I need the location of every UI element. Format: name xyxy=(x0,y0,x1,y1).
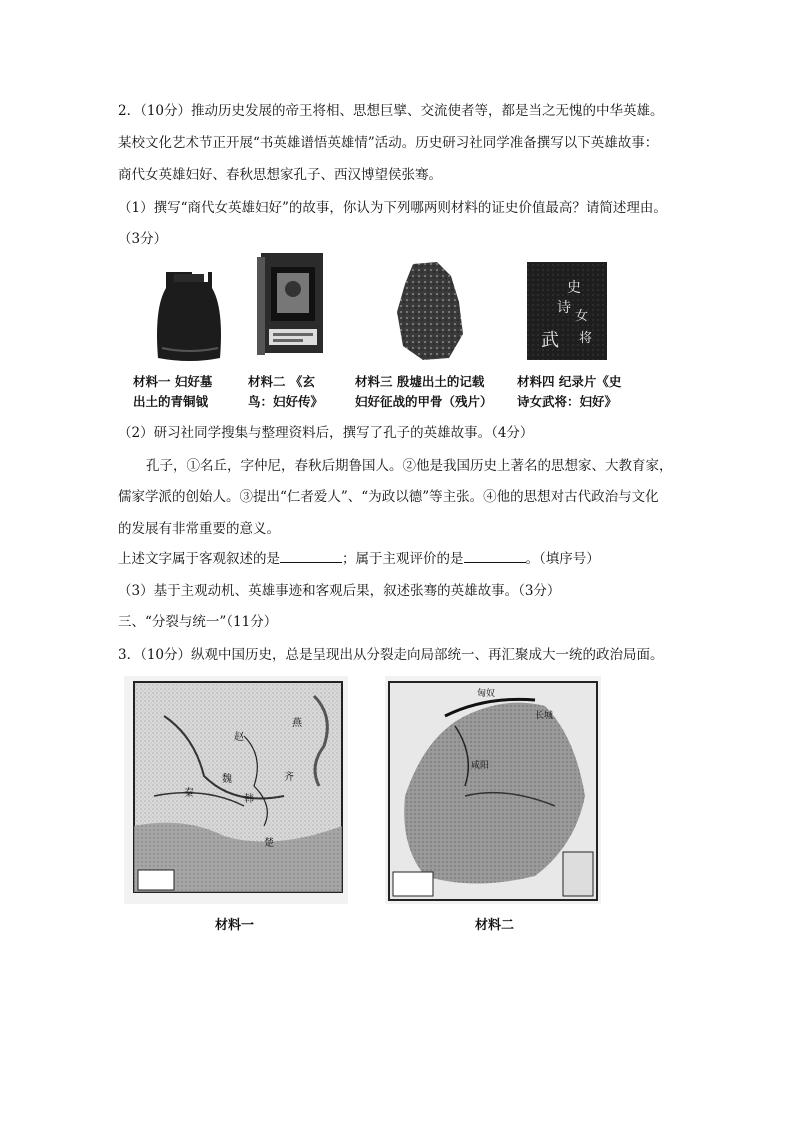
section-3-title: 三、“分裂与统一”（11分） xyxy=(118,614,278,630)
map2-label-changcheng: 长城 xyxy=(535,711,554,721)
film-title-glyph-4: 武 xyxy=(541,330,559,351)
film-title-glyph-3: 女 xyxy=(575,309,589,324)
material-4-caption-2: 诗女武将：妇好》 xyxy=(517,394,618,409)
film-title-glyph-5: 将 xyxy=(579,331,593,346)
fill-in-line xyxy=(118,549,600,569)
map2-inset xyxy=(563,852,593,896)
q2-sub3-line: （3）基于主观动机、英雄事迹和客观后果，叙述张骞的英雄故事。（3分） xyxy=(118,583,561,599)
passage-line-2: 儒家学派的创始人。③提出“仁者爱人”、“为政以德”等主张。④他的思想对古代政治与文化 xyxy=(118,489,659,505)
q2-line-3: 商代女英雄妇好、春秋思想家孔子、西汉博望侯张骞。 xyxy=(118,167,442,183)
q2-sub1-line-2: （3分） xyxy=(118,231,168,247)
material-1-caption-1: 材料一 妇好墓 xyxy=(133,374,213,389)
map1-label-zhao: 赵 xyxy=(234,732,244,743)
fill-prompt-objective: 上述文字属于客观叙述的是 xyxy=(118,551,280,567)
map1-label-qin: 秦 xyxy=(184,788,194,799)
material-3-caption-2: 妇好征战的甲骨（残片） xyxy=(355,394,493,409)
map1-label-han: 韩 xyxy=(244,794,254,805)
map1-label-yan: 燕 xyxy=(292,718,302,729)
q2-sub1-line-1: （1）撰写“商代女英雄妇好”的故事，你认为下列哪两则材料的证史价值最高？请简述理由。 xyxy=(118,200,667,216)
bronze-yue-axe-image xyxy=(150,268,228,364)
answer-blank-objective[interactable] xyxy=(280,549,342,563)
q2-sub2-line: （2）研习社同学搜集与整理资料后，撰写了孔子的英雄故事。（4分） xyxy=(118,425,534,441)
passage-line-1: 孔子，①名丘，字仲尼，春秋后期鲁国人。②他是我国历史上著名的思想家、大教育家， xyxy=(146,458,673,474)
map1-legend xyxy=(138,870,174,890)
oracle-bone-fragment-image xyxy=(393,262,465,362)
map2-label-xiongnu: 匈奴 xyxy=(477,689,496,699)
map1-label-wei: 魏 xyxy=(222,774,232,785)
map2-caption: 材料二 xyxy=(475,918,515,933)
qin-unification-map-image xyxy=(385,676,601,904)
answer-blank-subjective[interactable] xyxy=(464,549,526,563)
material-4-caption-1: 材料四 纪录片《史 xyxy=(517,374,622,389)
passage-line-3: 的发展有非常重要的意义。 xyxy=(118,521,280,537)
map1-caption: 材料一 xyxy=(215,918,255,933)
map1-label-qi: 齐 xyxy=(284,772,294,783)
material-2-caption-1: 材料二 《玄 xyxy=(248,374,315,389)
warring-states-map-image xyxy=(124,676,348,904)
book-cover-image xyxy=(257,253,329,357)
fill-instruction: 。（填序号） xyxy=(525,551,600,567)
material-2-caption-2: 鸟：妇好传》 xyxy=(248,394,324,409)
film-title-glyph-2: 诗 xyxy=(557,300,571,316)
material-1-caption-2: 出土的青铜钺 xyxy=(133,394,209,409)
material-3-caption-1: 材料三 殷墟出土的记载 xyxy=(355,374,485,389)
film-title-glyph-1: 史 xyxy=(567,280,581,296)
fill-prompt-subjective: ；属于主观评价的是 xyxy=(342,551,464,567)
map2-legend xyxy=(393,872,433,896)
q3-line-1: 3．（10分）纵观中国历史，总是呈现出从分裂走向局部统一、再汇聚成大一统的政治局面。 xyxy=(118,647,664,663)
q2-line-2: 某校文化艺术节正开展“书英雄谱悟英雄情”活动。历史研习社同学准备撰写以下英雄故事： xyxy=(118,135,659,151)
map2-label-xianyang: 咸阳 xyxy=(471,761,490,771)
q2-line-1: 2．（10分）推动历史发展的帝王将相、思想巨擘、交流使者等，都是当之无愧的中华英雄。 xyxy=(118,103,664,119)
map1-label-chu: 楚 xyxy=(264,838,274,849)
documentary-poster-image xyxy=(527,262,607,360)
